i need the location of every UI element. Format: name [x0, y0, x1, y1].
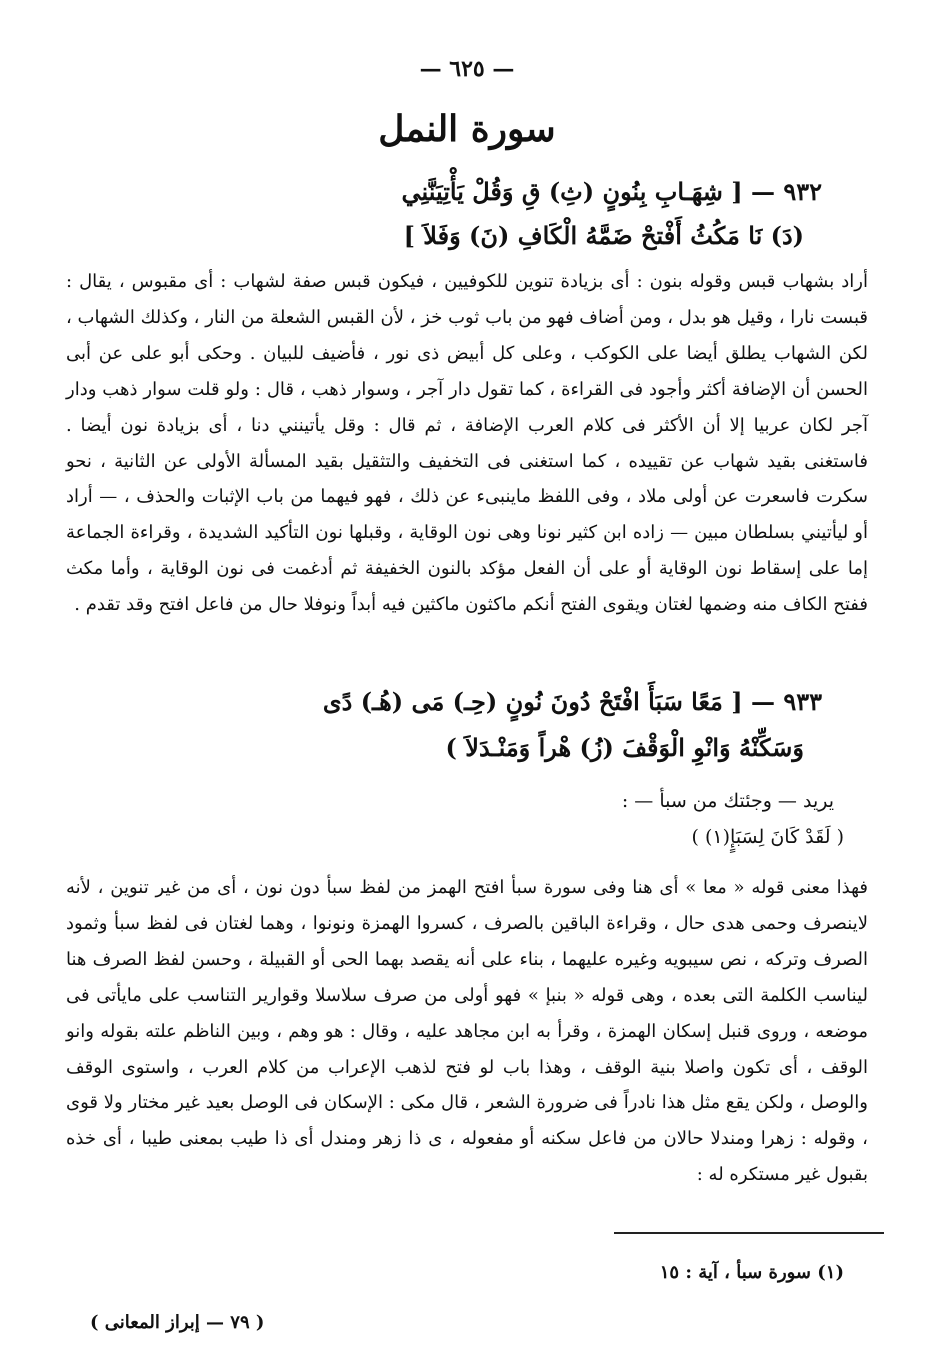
verse-932-line-1: ٩٣٢ — [ شِهَـابِ بِنُونٍ (ثِ) قِ وَقُلْ يَأْتِيَنَّنِي: [401, 177, 822, 206]
commentary-paragraph-1: أراد بشهاب قبس وقوله بنون : أى بزيادة تنوين للكوفيين ، فيكون قبس صفة لشهاب : أى مقبوس ، يقال : قبست نارا ، وقيل هو بدل ، ومن أضاف فهو من باب ثوب خز ، لأن القبس الشعلة من النار ، وكذلك الشهاب ، لكن الشهاب يطلق أيضا على الكوكب ، وعلى كل أبيض ذى نور ، فأضيف للبيان . وحكى أبو على عن أبى الحسن أن الإضافة أكثر وأجود فى القراءة ، كما تقول دار آجر ، وسوار ذهب ، قال : ولو قلت سوار ذهب ودار آجر لكان عربيا إلا أن الأكثر فى كلام العرب الإضافة ، ثم قال : وقل يأتينني دنا ، أى بزيادة نون أيضا . فاستغنى بقيد شهاب عن تقييده ، كما استغنى فى التخفيف والتثقيل بقيد المسألة الأولى عن الثانية ، نحو سكرت فاسعرت عن أولى ملاد ، وفى اللفظ ماينبىء عن ذلك ، فهو فيهما من باب الإثبات والحذف ، — أراد أو ليأتيني بسلطان مبين — زاده ابن كثير نونا وهى نون الوقاية ، وقبلها نون التأكيد الشديدة ، وقراءة الجماعة إما على إسقاط نون الوقاية أو على أن الفعل مؤكد بالنون الخفيفة ثم أدغمت فى نون الوقاية ، وأما مكث ففتح الكاف منه وضمها لغتان ويقوى الفتح أنكم ماكثون ماكثين فيه أبداً ونوفلا حال من فاعل افتح وقد تقدم .: [66, 271, 868, 616]
verse-933-line-2: وَسَكِّنْهُ وَانْوِ الْوَقْفَ (زُ) هْراً وَمَنْـدَلاَ ): [445, 733, 804, 762]
quote-intro: يريد — وجئتك من سبأ — :: [621, 790, 834, 812]
verse-932-line-2: (دَ) نَا مَكُثُ أَفْتحْ ضَمَّهُ الْكَافِ (نَ) وَفَلاَ ]: [403, 221, 804, 250]
signature-mark: ( ٧٩ — إبراز المعانى ): [90, 1312, 265, 1333]
footnote-divider: [614, 1232, 884, 1234]
verse-933-line-1: ٩٣٣ — [ مَعًا سَبَأَ افْتَحْ دُونَ نُونٍ (حِـ) مَى (هُـ) دًى: [322, 687, 822, 716]
page-number: — ٦٢٥ —: [419, 56, 515, 82]
surah-title: سورة النمل: [378, 108, 556, 150]
commentary-paragraph-2: فهذا معنى قوله « معا » أى هنا وفى سورة سبأ افتح الهمز من لفظ سبأ دون نون ، أى من غير تنوين ، لأنه لاينصرف وحمى هدى حال ، وقراءة الباقين بالصرف ، كسروا الهمزة ونونوا ، وهما لغتان فى لفظ سبأ وثمود الصرف وتركه ، نص سيبويه وغيره عليهما ، بناء على أنه يقصد بهما الحى أو القبيلة ، وحسن لفظ الصرف هنا ليناسب الكلمة التى بعده ، وهى قوله « بنبإ » فهو أولى من صرف سلاسلا وقوارير التناسب على مايأتى فى موضعه ، وروى قنبل إسكان الهمزة ، وقرأ به ابن مجاهد عليه ، وقال : هو وهم ، وبين الناظم علته بقوله وانو الوقف ، أى تكون واصلا بنية الوقف ، وهذا باب لو فتح لذهب الإعراب من كلام العرب ، واستوى الوقف والوصل ، ولكن يقع مثل هذا نادراً فى ضرورة الشعر ، قال مكى : الإسكان فى الوصل بعيد غير مختار ولا قوى ، وقوله : زهرا ومندلا حالان من فاعل سكنه أو مفعوله ، ى ذا زهر ومندل أى ذا طيب بمعنى طيبا ، أى خذه بقبول غير مستكره له :: [66, 877, 868, 1186]
quranic-quote: ( لَقَدْ كَانَ لِسَبَإٍ(١) ): [691, 826, 844, 848]
footnote: (١) سورة سبأ ، آية : ١٥: [659, 1262, 844, 1283]
